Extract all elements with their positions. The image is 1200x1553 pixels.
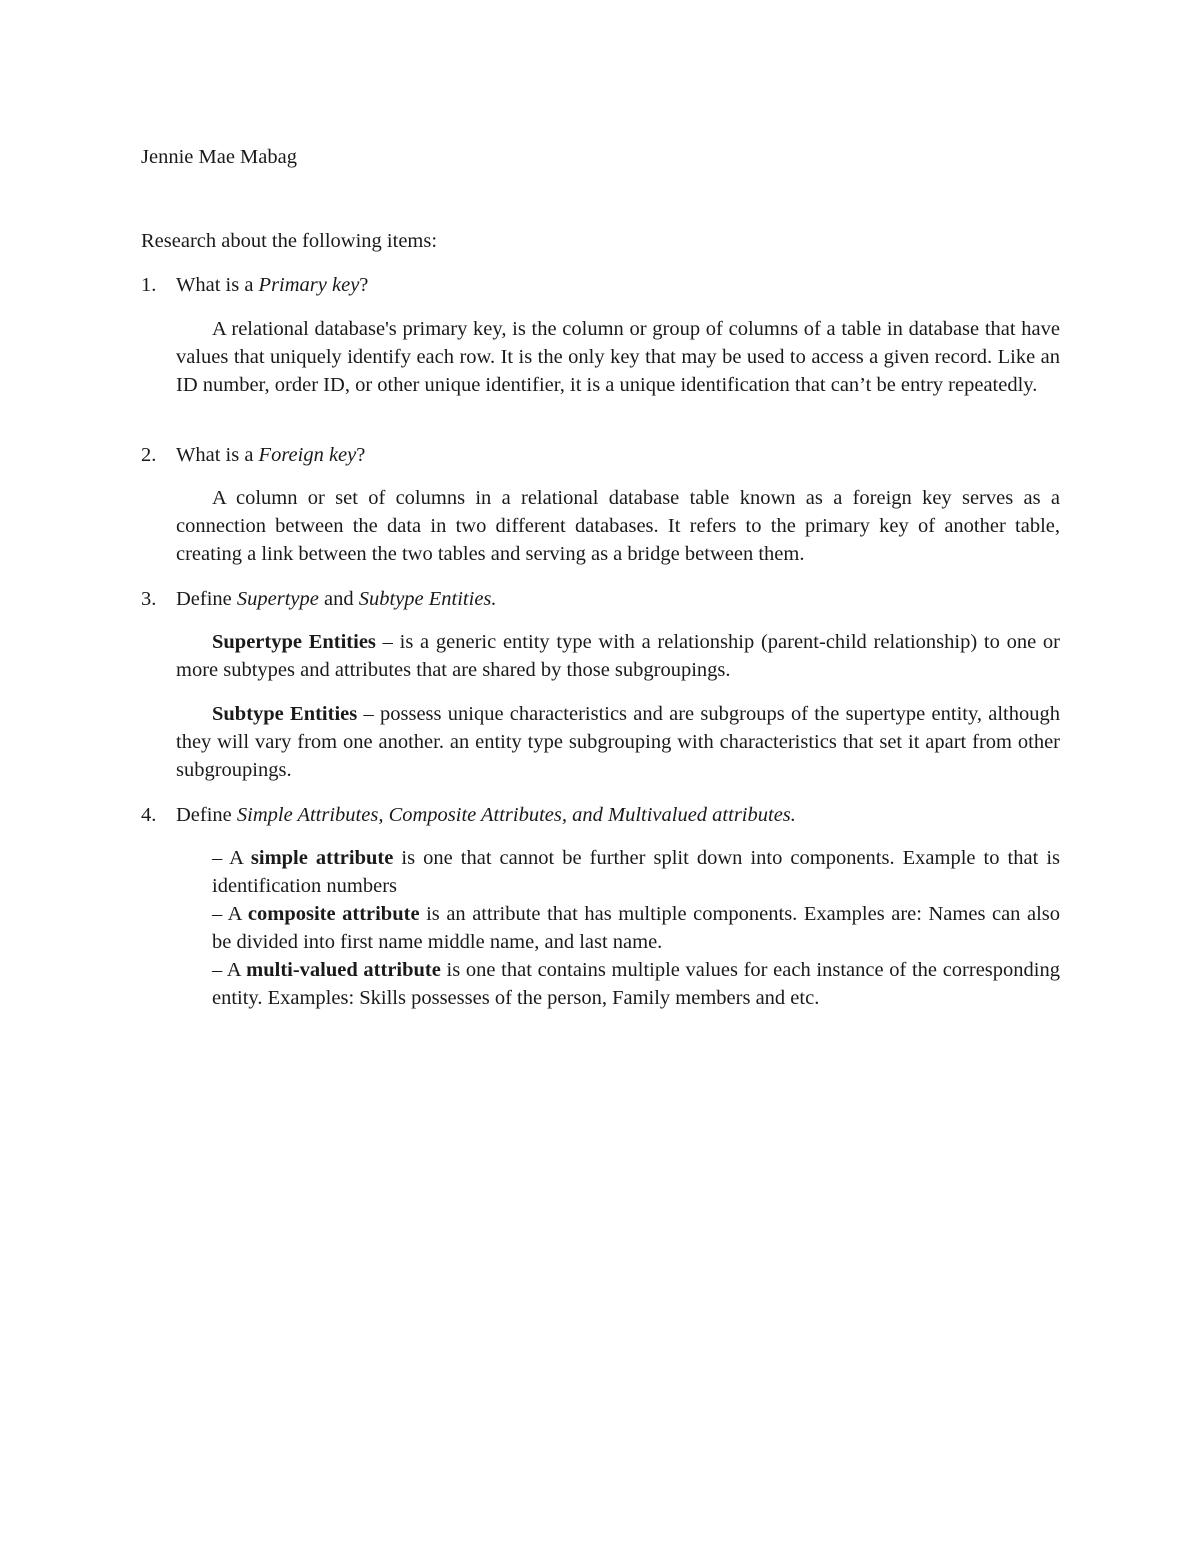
composite-attribute-label: composite attribute (247, 903, 420, 925)
question-1-prefix: What is a (176, 274, 259, 296)
question-4 (141, 801, 796, 829)
supertype-text: – is a generic entity type with a relationship (parent-child relationship) to one or more subtypes and attributes that are shared by those subgroupings. (176, 631, 1060, 681)
subtype-label: Subtype Entities (212, 703, 358, 725)
composite-attribute-definition (212, 900, 1060, 956)
question-1 (141, 271, 368, 299)
question-2-number: 2. (141, 444, 157, 466)
simple-attribute-text: is one that cannot be further split down into components. Example to that is identification numbers (212, 847, 1061, 897)
question-3-middle: and (318, 588, 359, 610)
question-3 (141, 585, 497, 613)
composite-attribute-text: is an attribute that has multiple components. Examples are: Names can also be divided into first name middle name, and last name. (212, 903, 1060, 953)
question-4-prefix: Define (176, 804, 237, 826)
multivalued-attribute-definition (212, 956, 1060, 1012)
question-3-term-1: Supertype (236, 588, 319, 610)
simple-attribute-dash: – A (212, 847, 251, 869)
question-2-term: Foreign key (258, 444, 357, 466)
question-2-prefix: What is a (176, 444, 259, 466)
multivalued-attribute-text: is one that contains multiple values for each instance of the corresponding entity. Examples: Skills possesses of the person, Family members and etc. (212, 959, 1060, 1009)
author-name: Jennie Mae Mabag (141, 146, 297, 168)
simple-attribute-label: simple attribute (250, 847, 394, 869)
answer-2: A column or set of columns in a relational database table known as a foreign key serves as a connection between the data in two different databases. It refers to the primary key of another table, creating a link between the two tables and serving as a bridge between them. (176, 487, 1060, 565)
multivalued-attribute-label: multi-valued attribute (246, 959, 441, 981)
subtype-definition (176, 700, 1060, 784)
question-3-number: 3. (141, 588, 157, 610)
question-1-suffix: ? (359, 274, 369, 296)
supertype-definition (176, 628, 1060, 684)
question-3-term-2: Subtype Entities. (358, 588, 497, 610)
attribute-definitions (212, 844, 1060, 1012)
answer-1: A relational database's primary key, is the column or group of columns of a table in database that have values that uniquely identify each row. It is the only key that may be used to access a given record. Like an ID number, order ID, or other unique identifier, it is a unique identification that can’t be entry repeatedly. (176, 318, 1060, 396)
question-3-prefix: Define (176, 588, 237, 610)
question-1-number: 1. (141, 274, 157, 296)
question-4-number: 4. (141, 804, 157, 826)
composite-attribute-dash: – A (212, 903, 248, 925)
subtype-text: – possess unique characteristics and are subgroups of the supertype entity, although they will vary from one another. an entity type subgrouping with characteristics that set it apart from other subgroupings. (176, 703, 1060, 781)
question-2 (141, 441, 365, 469)
multivalued-attribute-dash: – A (212, 959, 247, 981)
simple-attribute-definition (212, 844, 1060, 900)
question-4-terms: Simple Attributes, Composite Attributes, and Multivalued attributes. (236, 804, 796, 826)
supertype-label: Supertype Entities (212, 631, 376, 653)
intro-line: Research about the following items: (141, 230, 438, 252)
question-1-term: Primary key (258, 274, 360, 296)
question-2-suffix: ? (356, 444, 366, 466)
